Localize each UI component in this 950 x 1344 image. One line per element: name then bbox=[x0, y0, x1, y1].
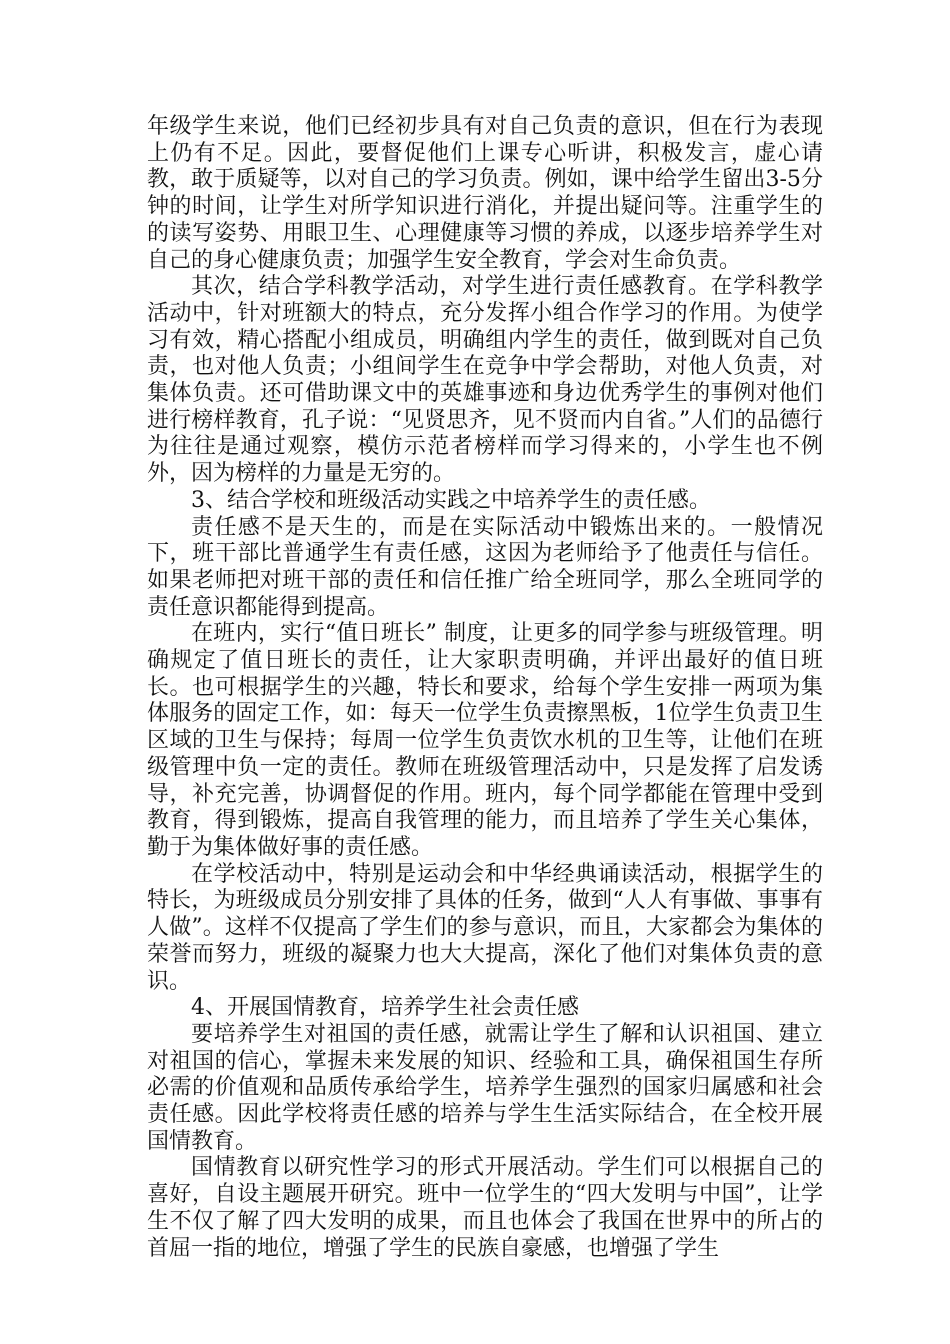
section-heading-4: 4、开展国情教育，培养学生社会责任感 bbox=[191, 995, 579, 1021]
paragraph-6: 要培养学生对祖国的责任感，就需让学生了解和认识祖国、建立对祖国的信心，掌握未来发展的知识、经验和工具，确保祖国生存所必需的价值观和品质传承给学生，培养学生强烈的国家归属感和社会责任感。因此学校将责任感的培养与学生生活实际结合，在全校开展国情教育。 bbox=[147, 1021, 823, 1154]
paragraph-1: 年级学生来说，他们已经初步具有对自己负责的意识，但在行为表现上仍有不足。因此，要督促他们上课专心听讲，积极发言，虚心请教，敢于质疑等，以对自己的学习负责。例如，课中给学生留出3-5分钟的时间，让学生对所学知识进行消化，并提出疑问等。注重学生的的读写姿势、用眼卫生、心理健康等习惯的养成，以逐步培养学生对自己的身心健康负责；加强学生安全教育，学会对生命负责。 bbox=[147, 114, 823, 273]
paragraph-2: 其次，结合学科教学活动，对学生进行责任感教育。在学科教学活动中，针对班额大的特点，充分发挥小组合作学习的作用。为使学习有效，精心搭配小组成员，明确组内学生的责任，做到既对自己负责，也对他人负责；小组间学生在竞争中学会帮助，对他人负责，对集体负责。还可借助课文中的英雄事迹和身边优秀学生的事例对他们进行榜样教育，孔子说：“见贤思齐，见不贤而内自省。”人们的品德行为往往是通过观察，模仿示范者榜样而学习得来的，小学生也不例外，因为榜样的力量是无穷的。 bbox=[147, 274, 823, 487]
document-body bbox=[147, 114, 823, 1262]
section-heading-3: 3、结合学校和班级活动实践之中培养学生的责任感。 bbox=[191, 487, 711, 513]
paragraph-7: 国情教育以研究性学习的形式开展活动。学生们可以根据自己的喜好，自设主题展开研究。班中一位学生的“四大发明与中国”，让学生不仅了解了四大发明的成果，而且也体会了我国在世界中的所占的首屈一指的地位，增强了学生的民族自豪感，也增强了学生 bbox=[147, 1155, 823, 1261]
paragraph-5: 在学校活动中，特别是运动会和中华经典诵读活动，根据学生的特长，为班级成员分别安排了具体的任务，做到“人人有事做、事事有人做”。这样不仅提高了学生们的参与意识，而且，大家都会为集体的荣誉而努力，班级的凝聚力也大大提高，深化了他们对集体负责的意识。 bbox=[147, 861, 823, 994]
paragraph-4: 在班内，实行“值日班长” 制度，让更多的同学参与班级管理。明确规定了值日班长的责任，让大家职责明确，并评出最好的值日班长。也可根据学生的兴趣，特长和要求，给每个学生安排一两项为集体服务的固定工作，如：每天一位学生负责擦黑板，1位学生负责卫生区域的卫生与保持；每周一位学生负责饮水机的卫生等，让他们在班级管理中负一定的责任。教师在班级管理活动中，只是发挥了启发诱导，补充完善，协调督促的作用。班内，每个同学都能在管理中受到教育，得到锻炼，提高自我管理的能力，而且培养了学生关心集体，勤于为集体做好事的责任感。 bbox=[147, 621, 823, 860]
paragraph-3: 责任感不是天生的，而是在实际活动中锻炼出来的。一般情况下，班干部比普通学生有责任感，这因为老师给予了他责任与信任。如果老师把对班干部的责任和信任推广给全班同学，那么全班同学的责任意识都能得到提高。 bbox=[147, 514, 823, 620]
